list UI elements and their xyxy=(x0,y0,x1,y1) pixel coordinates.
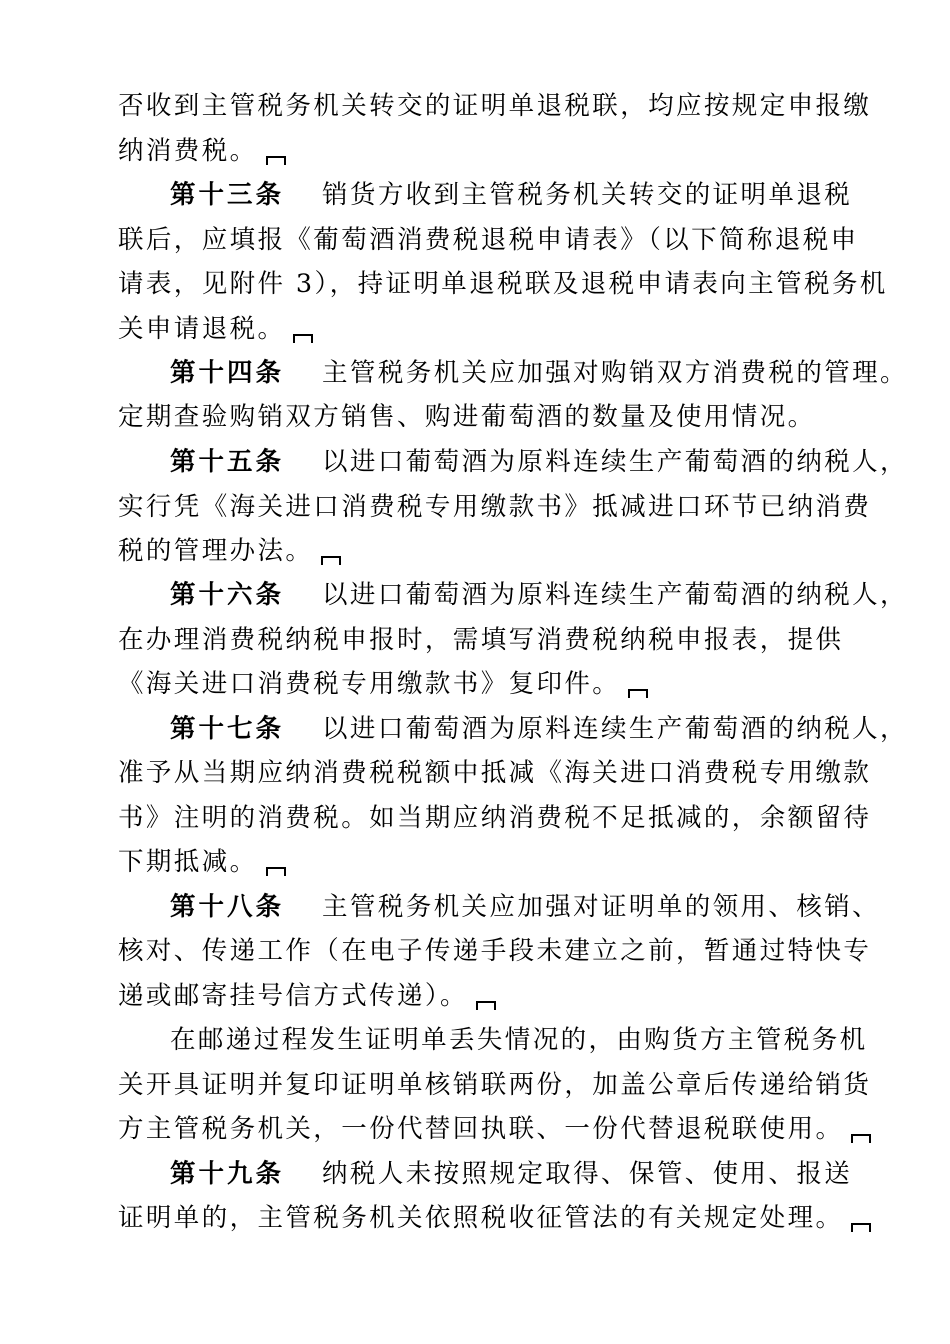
text-line: 税的管理办法。 xyxy=(118,529,838,573)
text-line: 关开具证明并复印证明单核销联两份，加盖公章后传递给销货 xyxy=(118,1070,872,1100)
text-line: 《海关进口消费税专用缴款书》复印件。 xyxy=(118,662,838,706)
text-line: 否收到主管税务机关转交的证明单退税联，均应按规定申报缴 xyxy=(118,91,872,121)
article-heading: 第十七条 xyxy=(170,714,285,744)
text-line: 书》注明的消费税。如当期应纳消费税不足抵减的，余额留待 xyxy=(118,803,872,833)
paragraph-mark-icon xyxy=(851,1223,871,1232)
article-heading: 第十四条 xyxy=(170,358,285,388)
paragraph-mark-icon xyxy=(628,689,648,698)
text-line: 在邮递过程发生证明单丢失情况的，由购货方主管税务机 xyxy=(170,1025,868,1055)
paragraph-mark-icon xyxy=(266,156,286,165)
article-16-first-line: 第十六条 以进口葡萄酒为原料连续生产葡萄酒的纳税人， xyxy=(170,580,908,610)
text-line: 实行凭《海关进口消费税专用缴款书》抵减进口环节已纳消费 xyxy=(118,492,872,522)
article-18-first-line: 第十八条 主管税务机关应加强对证明单的领用、核销、 xyxy=(170,892,881,922)
text-line: 递或邮寄挂号信方式传递）。 xyxy=(118,974,838,1018)
text-line: 关申请退税。 xyxy=(118,307,838,351)
article-heading: 第十三条 xyxy=(170,180,285,210)
text-line: 在办理消费税纳税申报时，需填写消费税纳税申报表，提供 xyxy=(118,625,844,655)
paragraph-mark-icon xyxy=(321,556,341,565)
text-line: 纳消费税。 xyxy=(118,129,838,173)
paragraph-mark-icon xyxy=(266,867,286,876)
text-line: 核对、传递工作（在电子传递手段未建立之前，暂通过特快专 xyxy=(118,936,872,966)
text-line: 方主管税务机关，一份代替回执联、一份代替退税联使用。 xyxy=(118,1107,838,1151)
article-heading: 第十八条 xyxy=(170,892,285,922)
article-17-first-line: 第十七条 以进口葡萄酒为原料连续生产葡萄酒的纳税人， xyxy=(170,714,908,744)
article-14-first-line: 第十四条 主管税务机关应加强对购销双方消费税的管理。 xyxy=(170,358,908,388)
paragraph-mark-icon xyxy=(851,1134,871,1143)
text-line: 准予从当期应纳消费税税额中抵减《海关进口消费税专用缴款 xyxy=(118,758,872,788)
article-heading: 第十六条 xyxy=(170,580,285,610)
article-19-first-line: 第十九条 纳税人未按照规定取得、保管、使用、报送 xyxy=(170,1159,853,1189)
text-line: 联后，应填报《葡萄酒消费税退税申请表》（以下简称退税申 xyxy=(118,225,859,255)
article-heading: 第十九条 xyxy=(170,1159,285,1189)
article-heading: 第十五条 xyxy=(170,447,285,477)
paragraph-mark-icon xyxy=(293,334,313,343)
text-line: 请表，见附件 3），持证明单退税联及退税申请表向主管税务机 xyxy=(118,269,888,299)
text-line: 下期抵减。 xyxy=(118,840,838,884)
text-line: 证明单的，主管税务机关依照税收征管法的有关规定处理。 xyxy=(118,1196,838,1240)
paragraph-mark-icon xyxy=(476,1001,496,1010)
article-15-first-line: 第十五条 以进口葡萄酒为原料连续生产葡萄酒的纳税人， xyxy=(170,447,908,477)
article-13-first-line: 第十三条 销货方收到主管税务机关转交的证明单退税 xyxy=(170,180,853,210)
text-line: 定期查验购销双方销售、购进葡萄酒的数量及使用情况。 xyxy=(118,402,816,432)
